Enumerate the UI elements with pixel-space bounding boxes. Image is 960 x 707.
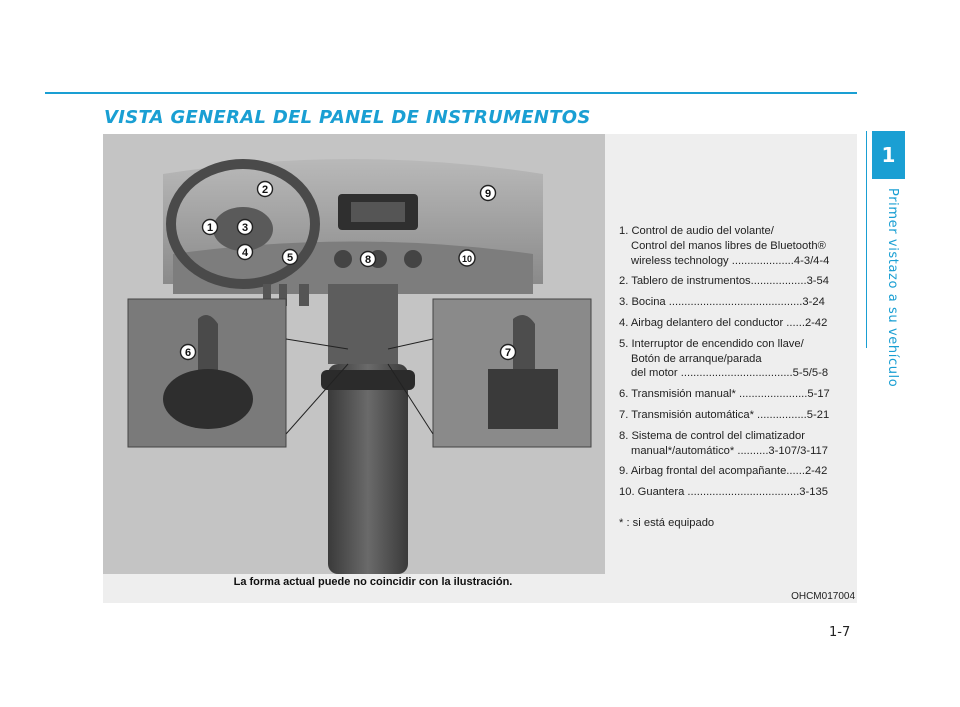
legend-item: [619, 387, 853, 402]
legend-list: [619, 224, 853, 531]
legend-line: 2. Tablero de instrumentos..................3-54: [619, 275, 829, 288]
svg-text:1: 1: [206, 222, 214, 234]
legend-line: 10. Guantera ....................................3-135: [619, 486, 828, 499]
legend-item: [619, 429, 853, 459]
legend-line: 7. Transmisión automática* ................5-21: [619, 408, 830, 421]
callout-8: [361, 252, 376, 267]
svg-text:10: 10: [461, 254, 473, 264]
callout-7: [501, 345, 516, 360]
legend-line: 1. Control de audio del volante/: [619, 225, 774, 237]
callout-9: [481, 186, 496, 201]
callout-10: [459, 250, 475, 266]
legend-line: 9. Airbag frontal del acompañante......2-42: [619, 465, 828, 478]
callout-5: [283, 250, 298, 265]
legend-item: [619, 408, 853, 423]
legend-item: [619, 337, 853, 381]
legend-item: [619, 295, 853, 310]
callout-4: [238, 245, 253, 260]
legend-line: 6. Transmisión manual* ......................5-17: [619, 388, 830, 401]
legend-line: Botón de arranque/parada: [631, 352, 762, 365]
figure-panel: [103, 134, 857, 603]
legend-line: 8. Sistema de control del climatizador: [619, 429, 805, 442]
chapter-number-tab: 1: [872, 131, 905, 179]
footnote: * : si está equipado: [619, 516, 715, 529]
svg-text:5: 5: [286, 252, 294, 264]
svg-text:7: 7: [504, 347, 512, 359]
legend-item: [619, 224, 853, 268]
legend-line: 4. Airbag delantero del conductor ......2-42: [619, 316, 828, 329]
svg-text:4: 4: [241, 247, 249, 259]
legend-line: Control del manos libres de Bluetooth®: [631, 239, 826, 252]
callout-3: [238, 220, 253, 235]
legend-item: [619, 274, 853, 289]
page-number: 1-7: [829, 625, 851, 640]
side-rule: [866, 131, 867, 348]
dashboard-illustration: [103, 134, 605, 574]
callout-6: [181, 345, 196, 360]
svg-text:9: 9: [484, 188, 492, 200]
illustration-caption: La forma actual puede no coincidir con la ilustración.: [233, 576, 513, 588]
legend-item: [619, 464, 853, 479]
svg-text:3: 3: [241, 222, 249, 234]
callout-1: [203, 220, 218, 235]
legend-line: 3. Bocina ...........................................3-24: [619, 296, 825, 309]
top-rule: [45, 92, 857, 94]
legend-line: 5. Interruptor de encendido con llave/: [619, 337, 804, 350]
page-title: VISTA GENERAL DEL PANEL DE INSTRUMENTOS: [104, 107, 591, 128]
legend-line: wireless technology ....................4-3/4-4: [631, 254, 830, 267]
svg-text:6: 6: [184, 347, 192, 359]
svg-text:8: 8: [364, 254, 372, 266]
legend-line: del motor ....................................5-5/5-8: [631, 367, 829, 380]
legend-item: [619, 485, 853, 500]
figure-code: OHCM017004: [791, 591, 855, 602]
legend-item: [619, 316, 853, 331]
legend-line: manual*/automático* ..........3-107/3-117: [631, 444, 828, 457]
callout-2: [258, 182, 273, 197]
svg-text:2: 2: [261, 184, 269, 196]
chapter-title: Primer vistazo a su vehículo: [885, 188, 900, 388]
